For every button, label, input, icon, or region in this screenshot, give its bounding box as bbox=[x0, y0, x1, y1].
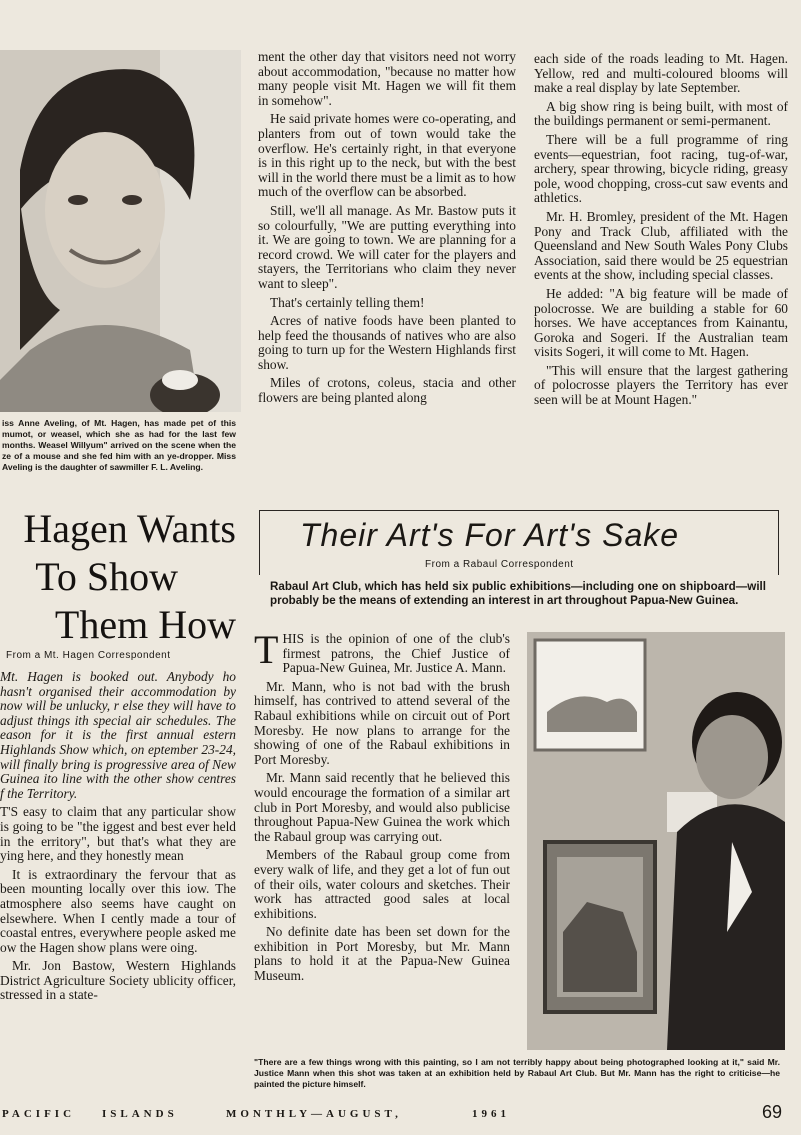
aveling-photo-caption: iss Anne Aveling, of Mt. Hagen, has made pet of this mumot, or weasel, which she as had for the last few months. Weasel Willyum" arrived on the scene when the ze of a mouse and she fed him with an ye-dropper. Miss Aveling is the daughter of sawmiller F. L. Aveling. bbox=[2, 418, 236, 472]
paragraph: "This will ensure that the largest gathering of polocrosse players the Territory has ever seen will be at Mount Hagen." bbox=[534, 362, 788, 408]
top-column-3 bbox=[534, 52, 788, 412]
paragraph: A big show ring is being built, with most of the buildings permanent or semi-permanent. bbox=[534, 98, 788, 129]
hagen-article-body bbox=[0, 670, 236, 1007]
page-footer bbox=[2, 1102, 792, 1128]
paragraph: He added: "A big feature will be made of polocrosse. We are building a stable for 60 horses. We have acceptances from Kainantu, Goroka and Sogeri. If the Australian team visits Sogeri, it will come to Mt. Hagen. bbox=[534, 285, 788, 360]
footer-pacific: PACIFIC bbox=[2, 1108, 76, 1120]
art-byline: From a Rabaul Correspondent bbox=[425, 559, 574, 570]
hagen-byline: From a Mt. Hagen Correspondent bbox=[6, 650, 171, 661]
footer-monthly: MONTHLY—AUGUST, bbox=[226, 1108, 402, 1120]
footer-year: 1961 bbox=[472, 1108, 510, 1120]
paragraph: Mr. Mann, who is not bad with the brush himself, has contrived to attend several of the Rabaul exhibitions while on circuit out of Port Moresby. He now plans to arrange for the showing of one of the Rabaul exhibitions in Port Moresby. bbox=[254, 678, 510, 767]
paragraph: Mr. Jon Bastow, Western Highlands District Agriculture Society ublicity officer, stressed in a state- bbox=[0, 958, 236, 1003]
art-first-paragraph bbox=[254, 627, 510, 676]
paragraph: There will be a full programme of ring events—equestrian, foot racing, tug-of-war, archery, spear throwing, bicycle riding, greasy pole, wood chopping, cross-cut saw events and athletics. bbox=[534, 131, 788, 206]
art-title-box bbox=[259, 510, 779, 575]
paragraph: He said private homes were co-operating, and planters from out of town would take the overflow. He's certainly right, in that everyone is in this right up to the neck, but with the best will in the world there must be a limit as to how much of the overflow can be absorbed. bbox=[258, 111, 516, 200]
art-title: Their Art's For Art's Sake bbox=[300, 517, 680, 553]
paragraph: Acres of native foods have been planted to help feed the thousands of natives who are also going to turn up for the Western Highlands first show. bbox=[258, 313, 516, 372]
top-column-2 bbox=[258, 50, 516, 410]
page-number: 69 bbox=[761, 1102, 782, 1122]
paragraph: That's certainly telling them! bbox=[270, 294, 425, 310]
paragraph: Mr. H. Bromley, president of the Mt. Hagen Pony and Track Club, affiliated with the Queensland and New South Wales Pony Clubs Association, said there would be 25 equestrian events at the show, including special classes. bbox=[534, 208, 788, 283]
paragraph: T'S easy to claim that any particular show is going to be "the iggest and best ever held in the erritory", but that's what they are ying here, and they honestly mean bbox=[0, 804, 236, 864]
paragraph: Members of the Rabaul group come from every walk of life, and they get a lot of fun out of their oils, water colours and sketches. Their work has attracted good sales at local exhibitions. bbox=[254, 847, 510, 921]
justice-mann-photo-caption: "There are a few things wrong with this painting, so I am not terribly happy about being photographed looking at it," said Mr. Justice Mann when this shot was taken at an exhibition held by Rabaul Art Club. But Mr. Mann has the right to criticise—he painted the picture himself. bbox=[254, 1057, 780, 1089]
paragraph: Miles of crotons, coleus, stacia and other flowers are being planted along bbox=[258, 375, 516, 406]
hagen-headline bbox=[0, 505, 236, 649]
dropcap: T bbox=[254, 627, 279, 672]
footer-islands: ISLANDS bbox=[102, 1108, 178, 1120]
headline-line-1: Hagen Wants bbox=[23, 506, 236, 551]
justice-mann-photo bbox=[527, 632, 785, 1050]
paragraph: Still, we'll all manage. As Mr. Bastow puts it so colourfully, "We are putting everything into it. We are going to town. We are planning for a record crowd. We will cater for the players and stayers, the Territorians who claim they never want to sleep". bbox=[258, 202, 516, 291]
first-paragraph-text: HIS is the opinion of one of the club's firmest patrons, the Chief Justice of Papua-New Guinea, Mr. Justice A. Mann. bbox=[282, 631, 510, 676]
headline-line-2: To Show bbox=[35, 554, 178, 599]
aveling-photo bbox=[0, 50, 241, 412]
paragraph: ment the other day that visitors need not worry about accommodation, "because no matter how many people visit Mt. Hagen we will fit them in somehow". bbox=[258, 49, 516, 108]
art-article-body bbox=[254, 627, 510, 988]
paragraph: each side of the roads leading to Mt. Hagen. Yellow, red and multi-coloured blooms will make a real display by late September. bbox=[534, 51, 788, 96]
paragraph: Mr. Mann said recently that he believed this would encourage the formation of a similar art club in Port Moresby, and would also publicise throughout Papua-New Guinea the work which the Rabaul group was carrying out. bbox=[254, 770, 510, 844]
hagen-intro: Mt. Hagen is booked out. Anybody ho hasn't organised their accommodation by now will be unlucky, r else they will have to adjust things ith special air schedules. The eason for it is the first annual estern Highlands Show which, on eptember 23-24, will finally bring is progressive area of New Guinea ito line with the other show centres f the Territory. bbox=[0, 669, 236, 801]
headline-line-3: Them How bbox=[54, 602, 236, 647]
art-standfirst: Rabaul Art Club, which has held six public exhibitions—including one on shipboard—will probably be the means of extending an interest in art throughout Papua-New Guinea. bbox=[270, 580, 766, 607]
paragraph: No definite date has been set down for the exhibition in Port Moresby, but Mr. Mann plans to hold it at the Papua-New Guinea Museum. bbox=[254, 924, 510, 984]
paragraph: It is extraordinary the fervour that as been mounting locally over this iow. The atmosphere also seems have caught on elsewhere. When I cently made a tour of coastal entres, everywhere people asked me ow the Hagen show plans were oing. bbox=[0, 866, 236, 955]
